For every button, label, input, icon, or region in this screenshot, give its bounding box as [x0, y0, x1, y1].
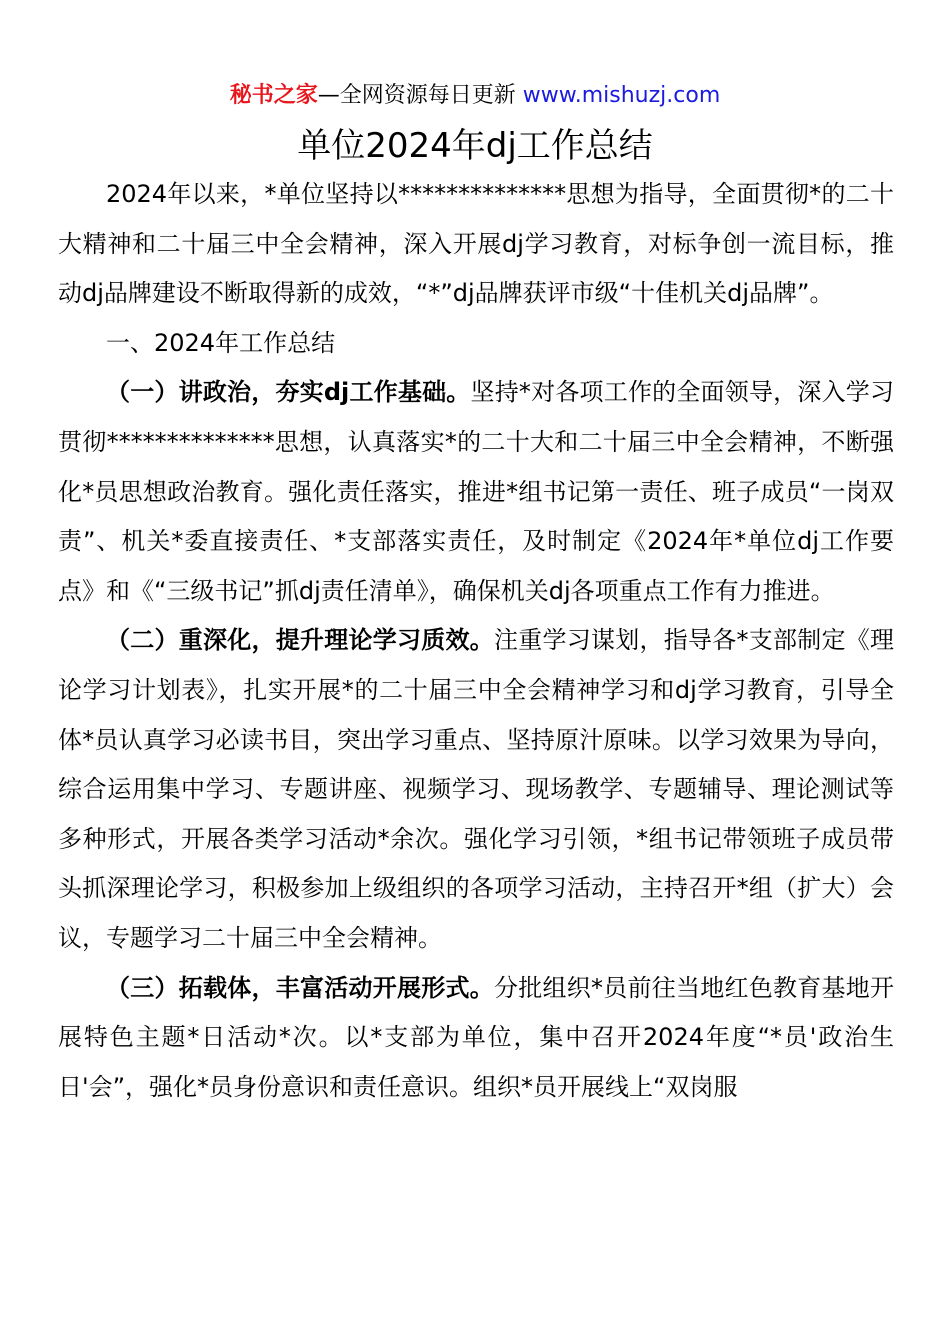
item-text: 注重学习谋划，指导各*支部制定《理论学习计划表》，扎实开展*的二十届三中全会精神学习和dj学习教育，引导全体*员认真学习必读书目，突出学习重点、坚持原汁原味。以学习效果为导向，综合运用集中学习、专题讲座、视频学习、现场教学、专题辅导、理论测试等多种形式，开展各类学习活动*余次。强化学习引领，*组书记带领班子成员带头抓深理论学习，积极参加上级组织的各项学习活动，主持召开*组（扩大）会议，专题学习二十届三中全会精神。	[58, 626, 894, 952]
site-header	[0, 80, 950, 112]
document-title: 单位2024年dj工作总结	[297, 126, 653, 166]
intro-paragraph: 2024年以来，*单位坚持以**************思想为指导，全面贯彻*的二十大精神和二十届三中全会精神，深入开展dj学习教育，对标争创一流目标，推动dj品牌建设不断取得新的成效，“*”dj品牌获评市级“十佳机关dj品牌”。	[58, 180, 894, 308]
section-heading: 一、2024年工作总结	[106, 328, 336, 357]
site-brand[interactable]: 秘书之家	[229, 83, 318, 108]
item-paragraph-2	[58, 616, 894, 963]
item-paragraph-1	[58, 368, 894, 616]
site-tagline: —全网资源每日更新	[317, 83, 523, 108]
item-paragraph-3	[58, 964, 894, 1113]
item-lead: （二）重深化，提升理论学习质效。	[106, 626, 494, 655]
item-lead: （三）拓载体，丰富活动开展形式。	[106, 973, 494, 1002]
item-text: 坚持*对各项工作的全面领导，深入学习贯彻**************思想，认真落实*的二十大和二十届三中全会精神，不断强化*员思想政治教育。强化责任落实，推进*组书记第一责任、班子成员“一岗双责”、机关*委直接责任、*支部落实责任，及时制定《2024年*单位dj工作要点》和《“三级书记”抓dj责任清单》，确保机关dj各项重点工作有力推进。	[58, 378, 895, 605]
document-body	[58, 170, 894, 1112]
item-lead: （一）讲政治，夯实dj工作基础。	[106, 378, 471, 407]
item-text: 分批组织*员前往当地红色教育基地开展特色主题*日活动*次。以*支部为单位，集中召开2024年度“*员'政治生日'会”，强化*员身份意识和责任意识。组织*员开展线上“双岗服	[58, 973, 894, 1101]
site-url-link[interactable]: www.mishuzj.com	[522, 83, 721, 108]
